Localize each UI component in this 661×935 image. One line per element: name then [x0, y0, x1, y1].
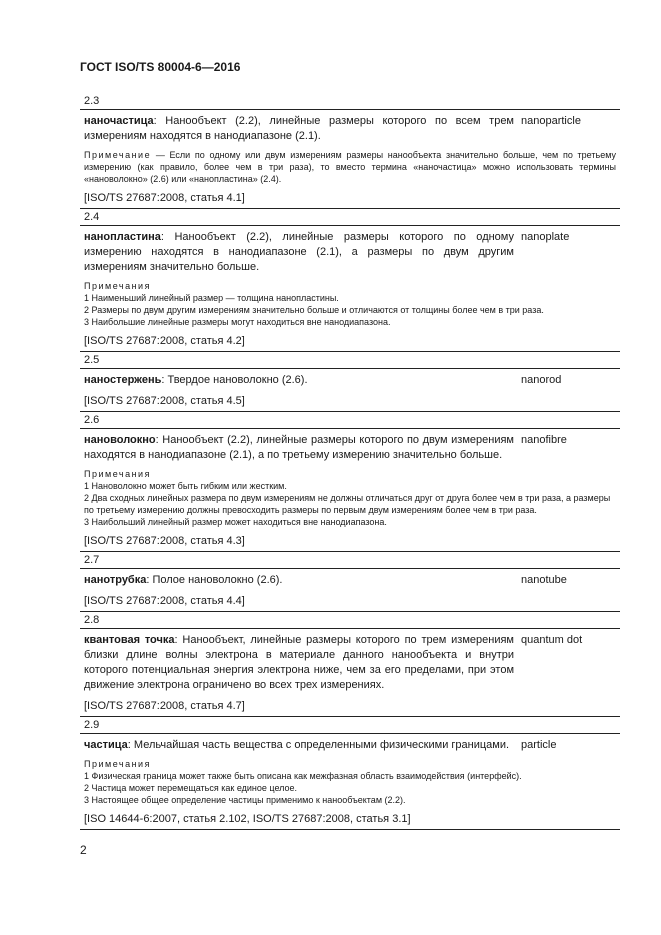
entry-box	[80, 733, 620, 830]
definition	[84, 633, 514, 693]
term-ru: частица	[84, 739, 128, 751]
source-reference: [ISO/TS 27687:2008, статья 4.7]	[84, 700, 245, 712]
term-ru: нанотрубка	[84, 574, 147, 586]
entry-box	[80, 225, 620, 352]
definition	[84, 573, 514, 588]
note	[84, 149, 616, 185]
note-item: 2 Размеры по двум другим измерениям значительно больше и отличаются от толщины более чем в три раза.	[84, 305, 544, 315]
note-item: 2 Частица может перемещаться как единое целое.	[84, 783, 298, 793]
definition	[84, 373, 514, 388]
term-entry-2-9	[80, 717, 620, 830]
term-ru: нанопластина	[84, 231, 161, 243]
entry-box	[80, 568, 620, 612]
definition-text: : Нанообъект, линейные размеры которого по трем измерениям близки длине волны электрона в материале данного нанообъекта и внутри которого потенциальная энергия электрона ниже, чем за его пределами, при этом движение электрона ограничено во всех трех измерениях.	[84, 634, 514, 691]
term-en: nanorod	[521, 374, 562, 386]
definition-text: : Нанообъект (2.2), линейные размеры которого по одному измерению находятся в нанодиапазоне (2.1), а размеры по двум другим измерениям значительно больше.	[84, 231, 514, 273]
notes	[84, 758, 616, 806]
source-reference: [ISO 14644-6:2007, статья 2.102, ISO/TS 27687:2008, статья 3.1]	[84, 813, 411, 825]
entry-number: 2.4	[84, 211, 100, 223]
term-ru: нановолокно	[84, 434, 156, 446]
source-reference: [ISO/TS 27687:2008, статья 4.4]	[84, 595, 245, 607]
definition-text: : Мельчайшая часть вещества с определенными физическими границами.	[127, 739, 510, 751]
note-item: 3 Настоящее общее определение частицы применимо к нанообъектам (2.2).	[84, 795, 406, 805]
note-item: 1 Наименьший линейный размер — толщина нанопластины.	[84, 293, 339, 303]
source-reference: [ISO/TS 27687:2008, статья 4.5]	[84, 395, 245, 407]
note-item: 3 Наибольшие линейные размеры могут находиться вне нанодиапазона.	[84, 317, 391, 327]
definition-text: : Нанообъект (2.2), линейные размеры которого по всем трем измерениям находятся в нанодиапазоне (2.1).	[84, 115, 514, 142]
note-label: Примечание	[84, 150, 152, 160]
definition-text: : Полое нановолокно (2.6).	[146, 574, 283, 586]
source-reference: [ISO/TS 27687:2008, статья 4.3]	[84, 535, 245, 547]
entry-number: 2.8	[84, 614, 100, 626]
term-entry-2-6	[80, 412, 620, 552]
term-en: nanofibre	[521, 434, 567, 446]
entry-number: 2.5	[84, 354, 100, 366]
source-reference: [ISO/TS 27687:2008, статья 4.2]	[84, 335, 245, 347]
entry-number: 2.3	[84, 95, 100, 107]
notes-label: Примечания	[84, 759, 151, 769]
entry-number: 2.6	[84, 414, 100, 426]
note-text: — Если по одному или двум измерениям размеры нанообъекта значительно больше, чем по третьему измерению (как правило, более чем в три раза), то вместо термина «наночастица» можно использовать термины «нановолокно» (2.6) или «нанопластина» (2.4).	[84, 150, 616, 184]
definition	[84, 433, 514, 463]
notes	[84, 468, 616, 528]
term-entry-2-7	[80, 552, 620, 612]
notes-label: Примечания	[84, 469, 151, 479]
entry-number: 2.9	[84, 719, 100, 731]
note-item: 2 Два сходных линейных размера по двум измерениям не должны отличаться друг от друга более чем в три раза, а размеры по третьему измерению должны превосходить размеры по первым двум измерениям более чем в три раза.	[84, 493, 611, 515]
term-ru: квантовая точка	[84, 634, 175, 646]
definition	[84, 738, 514, 753]
entry-number: 2.7	[84, 554, 100, 566]
entry-box	[80, 109, 620, 209]
term-en: particle	[521, 739, 557, 751]
entry-box	[80, 628, 620, 717]
note-item: 1 Нановолокно может быть гибким или жестким.	[84, 481, 287, 491]
page-header: ГОСТ ISO/TS 80004-6—2016	[80, 60, 241, 74]
definition-text: : Нанообъект (2.2), линейные размеры которого по двум измерениям находятся в нанодиапазоне (2.1), а по третьему измерению значительно больше.	[84, 434, 514, 461]
definition	[84, 114, 514, 144]
term-en: quantum dot	[521, 634, 583, 646]
term-entry-2-3	[80, 93, 620, 209]
note-item: 1 Физическая граница может также быть описана как межфазная область взаимодействия (интерфейс).	[84, 771, 522, 781]
term-entry-2-5	[80, 352, 620, 412]
terms-list	[80, 93, 620, 830]
term-entry-2-4	[80, 209, 620, 352]
definition-text: : Твердое нановолокно (2.6).	[161, 374, 308, 386]
term-ru: наностержень	[84, 374, 162, 386]
note-item: 3 Наибольший линейный размер может находиться вне нанодиапазона.	[84, 517, 387, 527]
term-en: nanotube	[521, 574, 567, 586]
term-en: nanoparticle	[521, 115, 581, 127]
definition	[84, 230, 514, 275]
source-reference: [ISO/TS 27687:2008, статья 4.1]	[84, 192, 245, 204]
entry-box	[80, 428, 620, 552]
entry-box	[80, 368, 620, 412]
notes	[84, 280, 616, 328]
term-en: nanoplate	[521, 231, 570, 243]
page-number: 2	[80, 843, 87, 857]
notes-label: Примечания	[84, 281, 151, 291]
term-entry-2-8	[80, 612, 620, 717]
term-ru: наночастица	[84, 115, 154, 127]
